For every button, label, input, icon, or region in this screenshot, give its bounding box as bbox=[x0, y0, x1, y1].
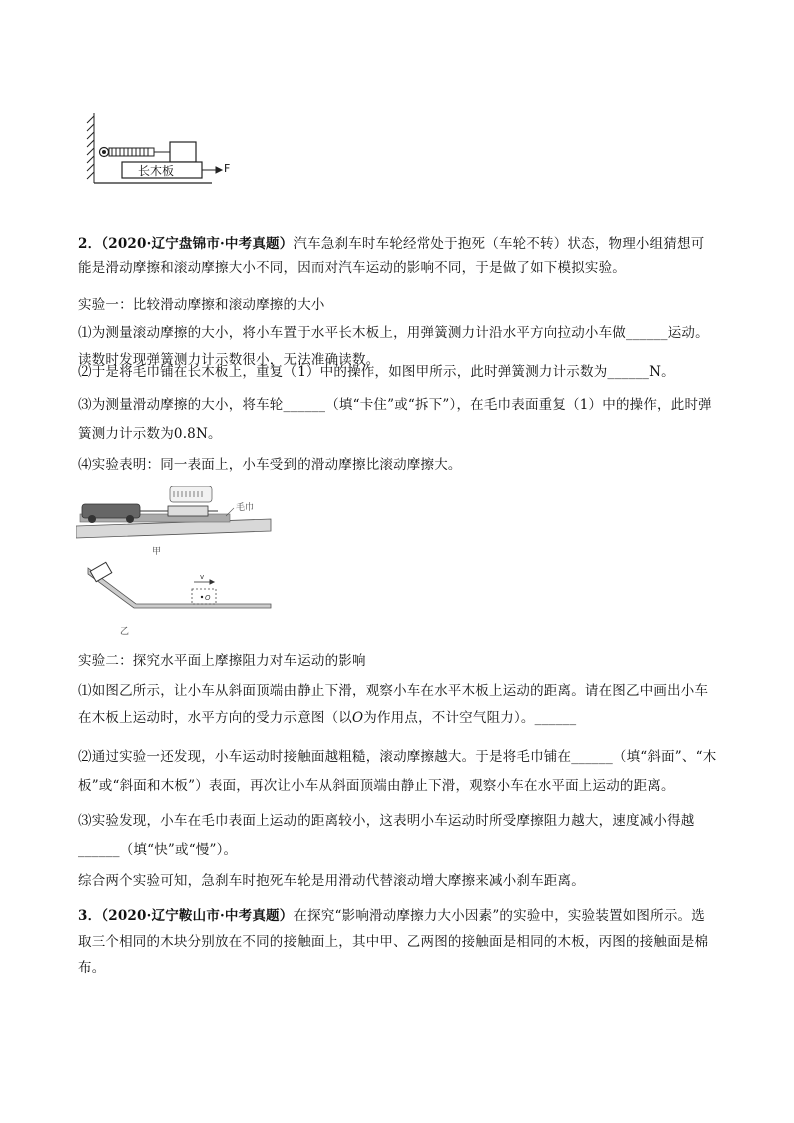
exp1-item-1: ⑴为测量滚动摩擦的大小，将小车置于水平长木板上，用弹簧测力计沿水平方向拉动小车做______运动。读数时发现弹簧测力计示数很小，无法准确读数。 bbox=[78, 325, 709, 368]
q2-source: （2020·辽宁盘锦市·中考真题） bbox=[101, 236, 294, 252]
o-label: O bbox=[205, 594, 211, 602]
exp1-item-2: ⑵于是将毛巾铺在长木板上，重复（1）中的操作，如图甲所示，此时弹簧测力计示数为______N。 bbox=[78, 364, 675, 380]
exp1-item-3: ⑶为测量滑动摩擦的大小，将车轮______（填“卡住”或“拆下”），在毛巾表面重复（1）中的操作，此时弹簧测力计示数为0.8N。 bbox=[78, 397, 712, 442]
figure-spring-board bbox=[82, 108, 252, 188]
exp2-item-1-o: O bbox=[352, 710, 364, 726]
board-label: 长木板 bbox=[138, 164, 175, 178]
ramp-cart bbox=[90, 562, 112, 581]
q2-stem-text: 汽车急刹车时车轮经常处于抱死（车轮不转）状态，物理小组猜想可能是滑动摩擦和滚动摩擦大小不同，因而对汽车运动的影响不同，于是做了如下模拟实验。 bbox=[78, 236, 705, 276]
q3-number: 3． bbox=[78, 908, 102, 924]
exp2-item-1-a: ⑴如图乙所示，让小车从斜面顶端由静止下滑，观察小车在水平木板上运动的距离。请在图乙中画出小车在木板上运动时，水平方向的受力示意图（以 bbox=[78, 683, 709, 726]
q2-stem bbox=[78, 232, 718, 280]
jia-label: 甲 bbox=[152, 547, 162, 557]
q3-stem bbox=[78, 903, 718, 981]
conclusion: 综合两个实验可知，急刹车时抱死车轮是用滑动代替滚动增大摩擦来减小刹车距离。 bbox=[78, 873, 585, 889]
wall bbox=[87, 113, 94, 183]
exp1-item-4: ⑷实验表明：同一表面上，小车受到的滑动摩擦比滚动摩擦大。 bbox=[78, 457, 462, 473]
exp2-item-1 bbox=[78, 678, 718, 732]
force-arrow bbox=[202, 167, 222, 173]
force-label: F bbox=[224, 162, 231, 175]
callout bbox=[170, 486, 212, 502]
exp2-item-3: ⑶实验发现，小车在毛巾表面上运动的距离较小，这表明小车运动时所受摩擦阻力越大，速度减小得越______（填“快”或“慢”）。 bbox=[78, 813, 695, 858]
exp2-item-2: ⑵通过实验一还发现，小车运动时接触面越粗糙，滚动摩擦越大。于是将毛巾铺在______（填“斜面”、“木板”或“斜面和木板”）表面，再次让小车从斜面顶端由静止下滑，观察小车在水平面上运动的距离。 bbox=[78, 749, 717, 794]
towel-label: 毛巾 bbox=[236, 503, 255, 513]
figure-jia-yi bbox=[76, 486, 276, 641]
cart-dashed-box bbox=[192, 589, 216, 604]
exp1-title: 实验一：比较滑动摩擦和滚动摩擦的大小 bbox=[78, 297, 325, 313]
v-label: v bbox=[200, 573, 205, 581]
q3-source: （2020·辽宁鞍山市·中考真题） bbox=[101, 908, 294, 924]
exp2-title: 实验二：探究水平面上摩擦阻力对车运动的影响 bbox=[78, 653, 366, 669]
q2-number: 2． bbox=[78, 236, 102, 252]
yi-label: 乙 bbox=[120, 627, 130, 637]
wooden-block bbox=[170, 142, 196, 162]
q3-stem-text: 在探究“影响滑动摩擦力大小因素”的实验中，实验装置如图所示。选取三个相同的木块分别放在不同的接触面上，其中甲、乙两图的接触面是相同的木板，丙图的接触面是棉布。 bbox=[78, 908, 709, 976]
spring-meter bbox=[168, 506, 208, 516]
exp2-item-1-b: 为作用点，不计空气阻力）。______ bbox=[363, 710, 577, 726]
spring-scale bbox=[100, 148, 171, 157]
ramp bbox=[88, 568, 271, 608]
